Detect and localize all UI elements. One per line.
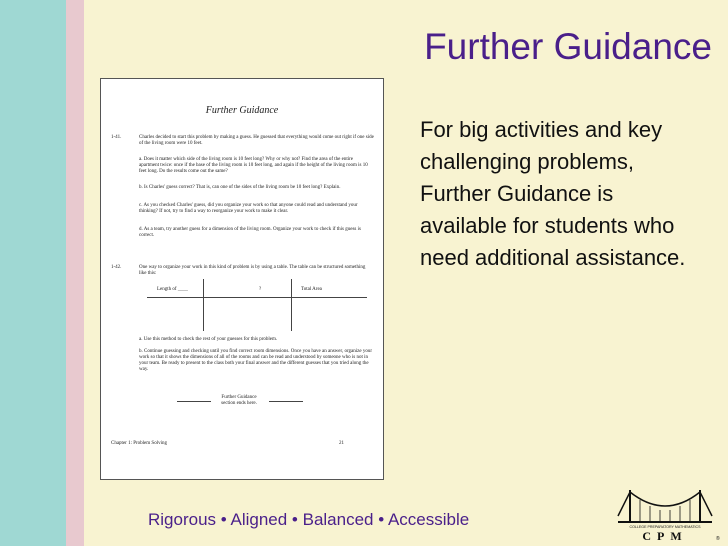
table-rule	[147, 297, 367, 298]
problem-part: b. Is Charles' guess correct? That is, can one of the sides of the living room be 10 feet long? Explain.	[139, 185, 341, 190]
problem-part: a. Does it matter which side of the living room is 10 feet long? Why or why not? Find the area of the entire apartment twice: once if the base of the living room is 10 feet long, and again if the height of the living room is 10 feet long. Do the results come out the same?	[139, 157, 368, 174]
bridge-icon	[618, 490, 712, 522]
tagline-footer: Rigorous • Aligned • Balanced • Accessible	[148, 510, 470, 529]
separator-line	[269, 401, 303, 402]
problem-part: b. Continue guessing and checking until you find correct room dimensions. Once you have an answer, organize your work so that it shows the dimensions of all of the rooms and can be read and understood by someone who is not in your team. Be ready to present to the class both your final answer and the different guesses that you tried along the way.	[139, 349, 372, 372]
table-header: Length of ____	[157, 287, 188, 292]
table-header: Total Area	[301, 287, 322, 292]
left-color-band	[0, 0, 66, 546]
logo-subtitle: COLLEGE PREPARATORY MATHEMATICS	[629, 525, 701, 529]
table-rule	[291, 279, 292, 331]
section-end-note: Further Guidance section ends here.	[221, 395, 257, 406]
cpm-logo	[612, 484, 720, 542]
table-rule	[203, 279, 204, 331]
table-header: ?	[259, 287, 262, 292]
page-number: 21	[339, 441, 344, 446]
pink-stripe	[66, 0, 84, 546]
problem-part: c. As you checked Charles' guess, did you organize your work so that anyone could read and understand your thinking? If not, try to find a way to reorganize your work to make it clear.	[139, 203, 358, 214]
problem-number: 1-41.	[111, 135, 122, 140]
separator-line	[177, 401, 211, 402]
problem-text: Charles decided to start this problem by making a guess. He guessed that everything would come out right if one side of the living room were 10 feet.	[139, 135, 374, 146]
logo-acronym: CPM	[642, 529, 688, 542]
registered-mark: ®	[716, 536, 720, 542]
slide-title: Further Guidance	[424, 26, 712, 67]
document-page-image	[100, 78, 384, 480]
problem-part: d. As a team, try another guess for a dimension of the living room. Organize your work to check if this guess is correct.	[139, 227, 361, 238]
document-title: Further Guidance	[205, 105, 279, 116]
description-paragraph: For big activities and key challenging problems, Further Guidance is available for students who need additional assistance.	[420, 117, 686, 270]
problem-text: One way to organize your work in this kind of problem is by using a table. The table can be structured something like this:	[139, 265, 366, 276]
problem-number: 1-42.	[111, 265, 122, 270]
page-footer-chapter: Chapter 1: Problem Solving	[111, 441, 167, 446]
problem-part: a. Use this method to check the rest of your guesses for this problem.	[139, 337, 278, 342]
